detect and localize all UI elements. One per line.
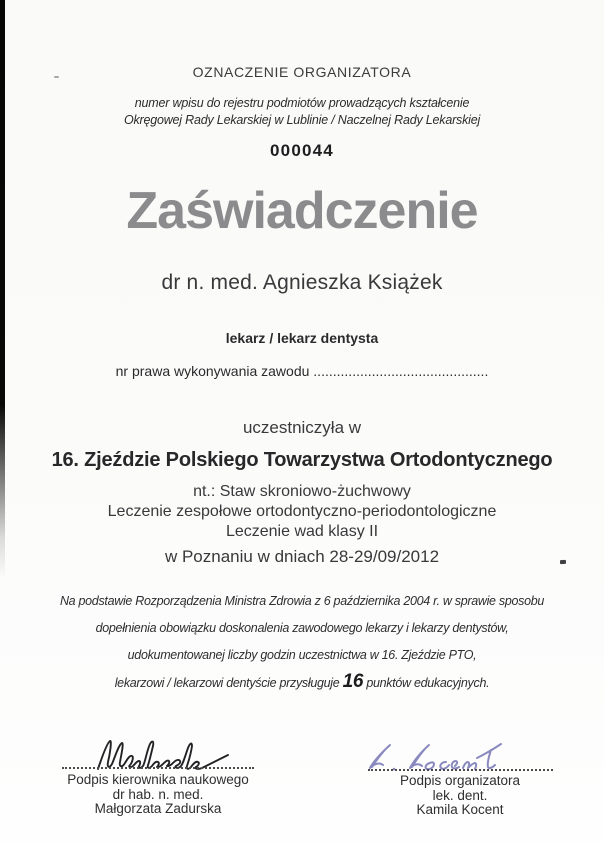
legal-basis-line-1: Na podstawie Rozporządzenia Ministra Zdrowia z 6 października 2004 r. w sprawie sposobu — [59, 594, 545, 608]
signature-degree-left: dr hab. n. med. — [112, 787, 204, 802]
certificate-title: Zaświadczenie — [126, 182, 478, 240]
education-points-value: 16 — [342, 671, 364, 692]
recipient-name: dr n. med. Agnieszka Książek — [161, 271, 443, 294]
organizer-designation-label: OZNACZENIE ORGANIZATORA — [192, 64, 412, 80]
points-sentence-start: lekarzowi / lekarzowi dentyście przysługuje — [114, 676, 340, 690]
points-sentence-end: punktów edukacyjnych. — [366, 676, 490, 690]
registry-number: 000044 — [270, 141, 334, 160]
registry-entry-line-1: numer wpisu do rejestru podmiotów prowadzących kształcenie — [134, 96, 470, 110]
signature-degree-right: lek. dent. — [432, 788, 488, 803]
legal-basis-line-4 — [0, 671, 604, 693]
signature-caption-left: Podpis kierownika naukowego — [67, 772, 249, 787]
event-topic-1: nt.: Staw skroniowo-żuchwowy — [193, 483, 411, 500]
event-name: 16. Zjeździe Polskiego Towarzystwa Ortodontycznego — [51, 449, 553, 471]
legal-basis-line-2: dopełnienia obowiązku doskonalenia zawodowego lekarzy i lekarzy dentystów, — [95, 621, 509, 635]
event-topic-3: Leczenie wad klasy II — [225, 523, 379, 540]
signature-dotted-line-right — [368, 759, 553, 771]
event-place-date: w Poznaniu w dniach 28-29/09/2012 — [164, 547, 440, 566]
license-number-line: nr prawa wykonywania zawodu ............................................. — [115, 363, 489, 379]
signature-name-left: Małgorzata Zadurska — [94, 801, 222, 816]
signature-name-right: Kamila Kocent — [416, 802, 504, 817]
signature-caption-right: Podpis organizatora — [399, 773, 521, 788]
legal-basis-line-3: udokumentowanej liczby godzin uczestnictwa w 16. Zjeździe PTO, — [127, 648, 477, 662]
participation-line: uczestniczyła w — [242, 418, 362, 437]
event-topic-2: Leczenie zespołowe ortodontyczno-periodontologiczne — [107, 503, 497, 520]
profession-line: lekarz / lekarz dentysta — [225, 330, 379, 346]
registry-entry-line-2: Okręgowej Rady Lekarskiej w Lublinie / Naczelnej Rady Lekarskiej — [123, 113, 481, 127]
signature-dotted-line-left — [62, 757, 254, 769]
